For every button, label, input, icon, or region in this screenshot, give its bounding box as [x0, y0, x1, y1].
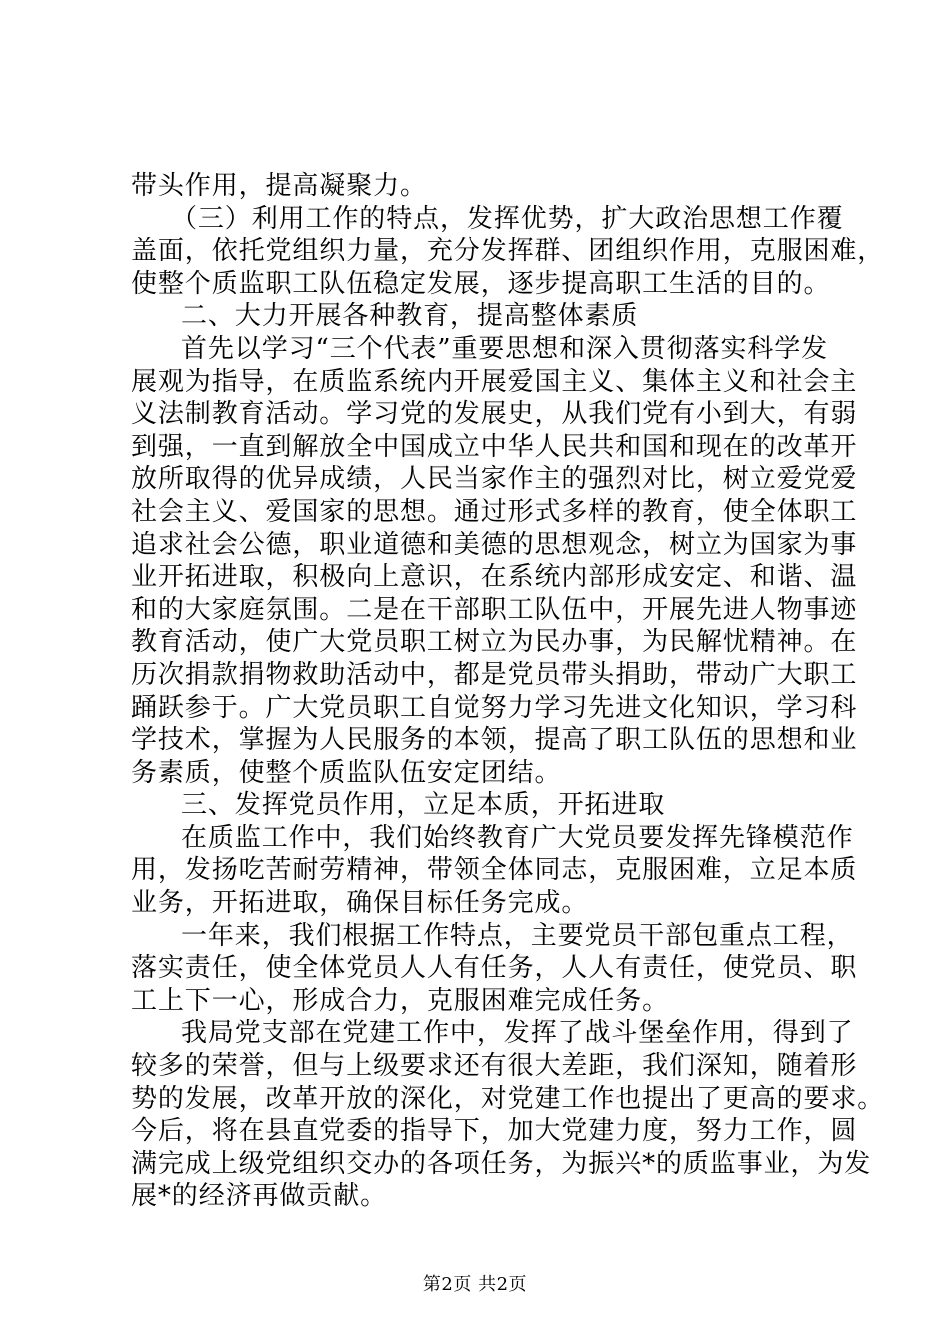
text-line: 踊跃参于。广大党员职工自觉努力学习先进文化知识，学习科: [131, 692, 858, 723]
text-line: 我局党支部在党建工作中，发挥了战斗堡垒作用，得到了: [181, 1018, 854, 1049]
text-line: 工上下一心，形成合力，克服困难完成任务。: [131, 985, 670, 1016]
section-heading: 三、发挥党员作用，立足本质，开拓进取: [181, 790, 666, 821]
text-line: 历次捐款捐物救助活动中，都是党员带头捐助，带动广大职工: [131, 659, 858, 690]
text-line: 社会主义、爱国家的思想。通过形式多样的教育，使全体职工: [131, 496, 858, 527]
text-line: （三）利用工作的特点，发挥优势，扩大政治思想工作覆: [171, 203, 844, 234]
page-footer: [0, 1270, 950, 1296]
section-heading: 二、大力开展各种教育，提高整体素质: [181, 301, 639, 332]
text-line: 展观为指导，在质监系统内开展爱国主义、集体主义和社会主: [131, 366, 858, 397]
document-body: [131, 170, 885, 1213]
text-line: 务素质，使整个质监队伍安定团结。: [131, 757, 562, 788]
page-number-label: 第2页 共2页: [422, 1274, 528, 1295]
text-line: 业务，开拓进取，确保目标任务完成。: [131, 888, 589, 919]
text-line: 教育活动，使广大党员职工树立为民办事，为民解忧精神。在: [131, 627, 858, 658]
text-line: 学技术，掌握为人民服务的本领，提高了职工队伍的思想和业: [131, 725, 858, 756]
text-line: 展*的经济再做贡献。: [131, 1181, 388, 1212]
text-line: 首先以学习“三个代表”重要思想和深入贯彻落实科学发: [181, 333, 829, 364]
text-line: 落实责任，使全体党员人人有任务，人人有责任，使党员、职: [131, 953, 858, 984]
text-line: 满完成上级党组织交办的各项任务，为振兴*的质监事业，为发: [131, 1148, 872, 1179]
text-line: 放所取得的优异成绩，人民当家作主的强烈对比，树立爱党爱: [131, 464, 858, 495]
text-line: 用，发扬吃苦耐劳精神，带领全体同志，克服困难，立足本质: [131, 855, 858, 886]
text-line: 到强，一直到解放全中国成立中华人民共和国和现在的改革开: [131, 431, 858, 462]
text-line: 使整个质监职工队伍稳定发展，逐步提高职工生活的目的。: [131, 268, 831, 299]
text-line: 业开拓进取，积极向上意识，在系统内部形成安定、和谐、温: [131, 562, 858, 593]
text-line: 和的大家庭氛围。二是在干部职工队伍中，开展先进人物事迹: [131, 594, 858, 625]
text-line: 一年来，我们根据工作特点，主要党员干部包重点工程，: [181, 920, 854, 951]
text-line: 较多的荣誉，但与上级要求还有很大差距，我们深知，随着形: [131, 1051, 858, 1082]
text-line: 义法制教育活动。学习党的发展史，从我们党有小到大，有弱: [131, 399, 858, 430]
text-line: 带头作用，提高凝聚力。: [131, 171, 427, 201]
text-line: 今后，将在县直党委的指导下，加大党建力度，努力工作，圆: [131, 1116, 858, 1147]
text-line: 盖面，依托党组织力量，充分发挥群、团组织作用，克服困难，: [131, 236, 885, 267]
text-line: 追求社会公德，职业道德和美德的思想观念，树立为国家为事: [131, 529, 858, 560]
text-line: 势的发展，改革开放的深化，对党建工作也提出了更高的要求。: [131, 1083, 885, 1114]
text-line: 在质监工作中，我们始终教育广大党员要发挥先锋模范作: [181, 822, 854, 853]
